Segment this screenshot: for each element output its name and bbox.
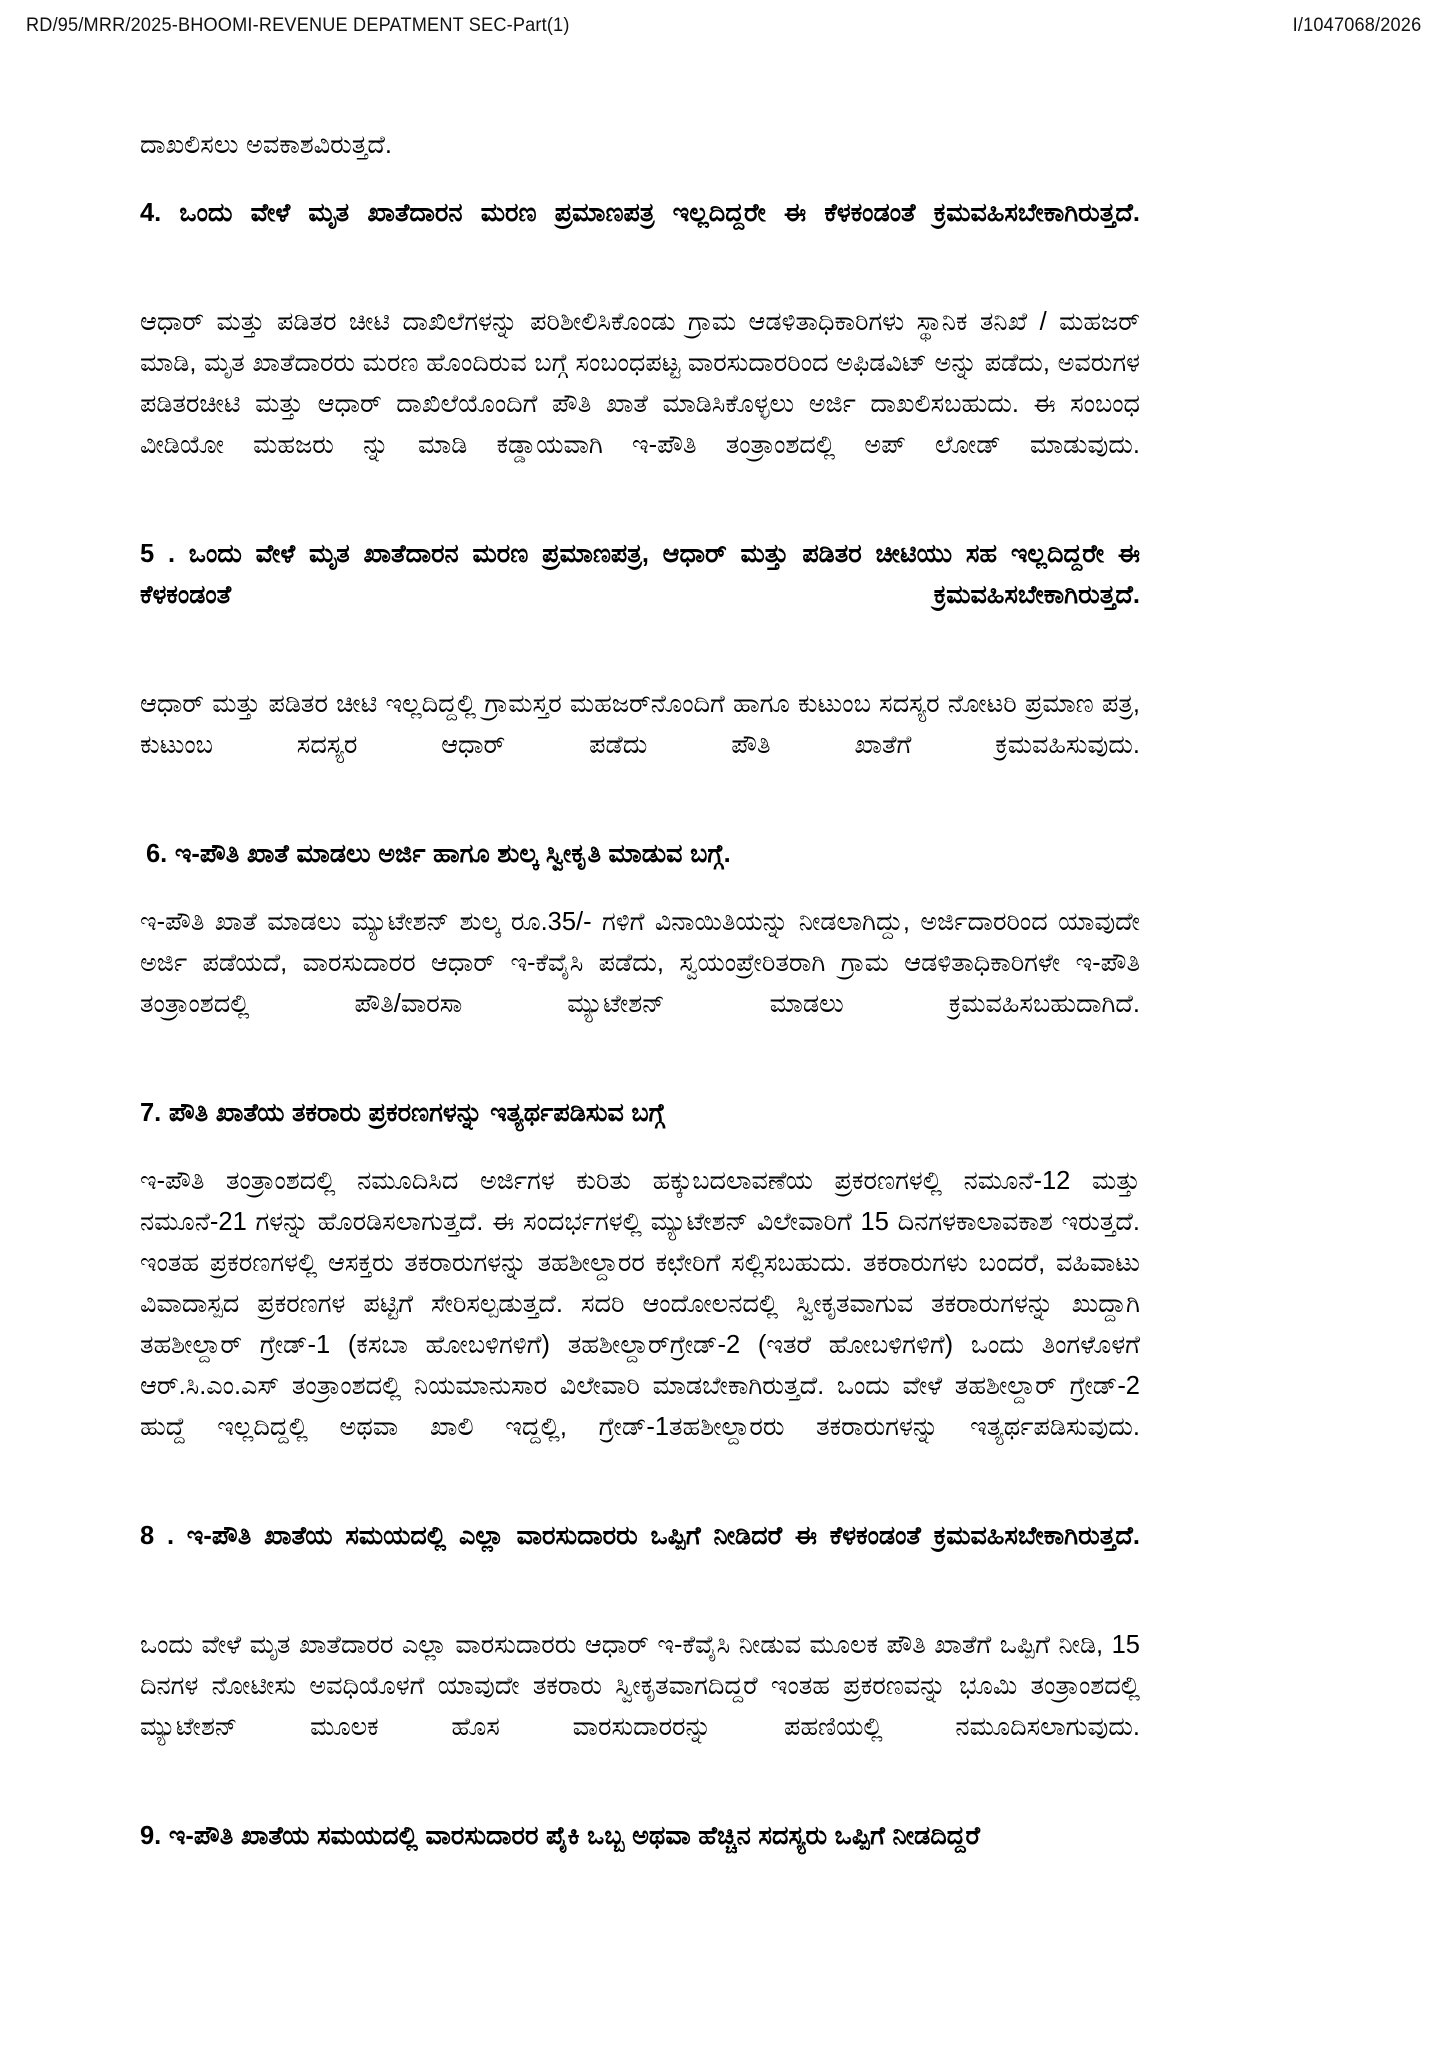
section-9-heading: 9. ಇ-ಪೌತಿ ಖಾತೆಯ ಸಮಯದಲ್ಲಿ ವಾರಸುದಾರರ ಪೈಕಿ ಒಬ್ಬ ಅಥವಾ ಹೆಚ್ಚಿನ ಸದಸ್ಯರು ಒಪ್ಪಿಗೆ ನೀಡದಿದ್ದರೆ: [140, 1822, 981, 1850]
section-6-body: ಇ-ಪೌತಿ ಖಾತೆ ಮಾಡಲು ಮ್ಯುಟೇಶನ್ ಶುಲ್ಕ ರೂ.35/- ಗಳಿಗೆ ವಿನಾಯಿತಿಯನ್ನು ನೀಡಲಾಗಿದ್ದು, ಅರ್ಜಿದಾರರಿಂದ ಯಾವುದೇ ಅರ್ಜಿ ಪಡೆಯದೆ, ವಾರಸುದಾರರ ಆಧಾರ್ ಇ-ಕೆವೈಸಿ ಪಡೆದು, ಸ್ವಯಂಪ್ರೇರಿತರಾಗಿ ಗ್ರಾಮ ಆಡಳಿತಾಧಿಕಾರಿಗಳೇ ಇ-ಪೌತಿ ತಂತ್ರಾಂಶದಲ್ಲಿ ಪೌತಿ/ವಾರಸಾ ಮ್ಯುಟೇಶನ್ ಮಾಡಲು ಕ್ರಮವಹಿಸಬಹುದಾಗಿದೆ.: [140, 908, 1140, 1018]
header-reference-right: I/1047068/2026: [1292, 14, 1421, 36]
header-reference-left: RD/95/MRR/2025-BHOOMI-REVENUE DEPATMENT SEC-Part(1): [26, 14, 570, 36]
section-4-heading: 4. ಒಂದು ವೇಳೆ ಮೃತ ಖಾತೆದಾರನ ಮರಣ ಪ್ರಮಾಣಪತ್ರ ಇಲ್ಲದಿದ್ದರೇ ಈ ಕೆಳಕಂಡಂತೆ ಕ್ರಮವಹಿಸಬೇಕಾಗಿರುತ್ತದೆ.: [140, 199, 1140, 227]
section-7-heading: 7. ಪೌತಿ ಖಾತೆಯ ತಕರಾರು ಪ್ರಕರಣಗಳನ್ನು ಇತ್ಯರ್ಥಪಡಿಸುವ ಬಗ್ಗೆ: [140, 1099, 665, 1127]
section-5-body: ಆಧಾರ್ ಮತ್ತು ಪಡಿತರ ಚೀಟಿ ಇಲ್ಲದಿದ್ದಲ್ಲಿ ಗ್ರಾಮಸ್ತರ ಮಹಜರ್‌ನೊಂದಿಗೆ ಹಾಗೂ ಕುಟುಂಬ ಸದಸ್ಯರ ನೋಟರಿ ಪ್ರಮಾಣ ಪತ್ರ, ಕುಟುಂಬ ಸದಸ್ಯರ ಆಧಾರ್ ಪಡೆದು ಪೌತಿ ಖಾತೆಗೆ ಕ್ರಮವಹಿಸುವುದು.: [140, 690, 1140, 759]
document-header: [26, 14, 1421, 48]
section-5-heading: 5 . ಒಂದು ವೇಳೆ ಮೃತ ಖಾತೆದಾರನ ಮರಣ ಪ್ರಮಾಣಪತ್ರ, ಆಧಾರ್ ಮತ್ತು ಪಡಿತರ ಚೀಟಿಯು ಸಹ ಇಲ್ಲದಿದ್ದರೇ ಈ ಕೆಳಕಂಡಂತೆ ಕ್ರಮವಹಿಸಬೇಕಾಗಿರುತ್ತದೆ.: [140, 540, 1140, 609]
section-6-heading: 6. ಇ-ಪೌತಿ ಖಾತೆ ಮಾಡಲು ಅರ್ಜಿ ಹಾಗೂ ಶುಲ್ಕ ಸ್ವೀಕೃತಿ ಮಾಡುವ ಬಗ್ಗೆ.: [146, 840, 731, 868]
paragraph-continued: ದಾಖಲಿಸಲು ಅವಕಾಶವಿರುತ್ತದೆ.: [140, 131, 392, 159]
section-8-heading: 8 . ಇ-ಪೌತಿ ಖಾತೆಯ ಸಮಯದಲ್ಲಿ ಎಲ್ಲಾ ವಾರಸುದಾರರು ಒಪ್ಪಿಗೆ ನೀಡಿದರೆ ಈ ಕೆಳಕಂಡಂತೆ ಕ್ರಮವಹಿಸಬೇಕಾಗಿರುತ್ತದೆ.: [140, 1522, 1140, 1550]
document-body: [140, 125, 1140, 1884]
section-4-body: ಆಧಾರ್ ಮತ್ತು ಪಡಿತರ ಚೀಟಿ ದಾಖಿಲೆಗಳನ್ನು ಪರಿಶೀಲಿಸಿಕೊಂಡು ಗ್ರಾಮ ಆಡಳಿತಾಧಿಕಾರಿಗಳು ಸ್ಥಾನಿಕ ತನಿಖೆ / ಮಹಜರ್ ಮಾಡಿ, ಮೃತ ಖಾತೆದಾರರು ಮರಣ ಹೊಂದಿರುವ ಬಗ್ಗೆ ಸಂಬಂಧಪಟ್ಟ ವಾರಸುದಾರರಿಂದ ಅಫಿಡವಿಟ್ ಅನ್ನು ಪಡೆದು, ಅವರುಗಳ ಪಡಿತರಚೀಟಿ ಮತ್ತು ಆಧಾರ್ ದಾಖಿಲೆಯೊಂದಿಗೆ ಪೌತಿ ಖಾತೆ ಮಾಡಿಸಿಕೊಳ್ಳಲು ಅರ್ಜಿ ದಾಖಲಿಸಬಹುದು. ಈ ಸಂಬಂಧ ವೀಡಿಯೋ ಮಹಜರು ನ್ನು ಮಾಡಿ ಕಡ್ಡಾಯವಾಗಿ ಇ-ಪೌತಿ ತಂತ್ರಾಂಶದಲ್ಲಿ ಅಪ್ ಲೋಡ್ ಮಾಡುವುದು.: [140, 308, 1140, 459]
section-7-body: ಇ-ಪೌತಿ ತಂತ್ರಾಂಶದಲ್ಲಿ ನಮೂದಿಸಿದ ಅರ್ಜಿಗಳ ಕುರಿತು ಹಕ್ಕುಬದಲಾವಣೆಯ ಪ್ರಕರಣಗಳಲ್ಲಿ ನಮೂನೆ-12 ಮತ್ತು ನಮೂನೆ-21 ಗಳನ್ನು ಹೊರಡಿಸಲಾಗುತ್ತದೆ. ಈ ಸಂದರ್ಭಗಳಲ್ಲಿ ಮ್ಯುಟೇಶನ್ ವಿಲೇವಾರಿಗೆ 15 ದಿನಗಳಕಾಲಾವಕಾಶ ಇರುತ್ತದೆ. ಇಂತಹ ಪ್ರಕರಣಗಳಲ್ಲಿ ಆಸಕ್ತರು ತಕರಾರುಗಳನ್ನು ತಹಶೀಲ್ದಾರರ ಕಛೇರಿಗೆ ಸಲ್ಲಿಸಬಹುದು. ತಕರಾರುಗಳು ಬಂದರೆ, ವಹಿವಾಟು ವಿವಾದಾಸ್ಪದ ಪ್ರಕರಣಗಳ ಪಟ್ಟಿಗೆ ಸೇರಿಸಲ್ಪಡುತ್ತದೆ. ಸದರಿ ಆಂದೋಲನದಲ್ಲಿ ಸ್ವೀಕೃತವಾಗುವ ತಕರಾರುಗಳನ್ನು ಖುದ್ದಾಗಿ ತಹಶೀಲ್ದಾರ್ ಗ್ರೇಡ್-1 (ಕಸಬಾ ಹೋಬಳಿಗಳಿಗೆ) ತಹಶೀಲ್ದಾರ್‌ಗ್ರೇಡ್-2 (ಇತರೆ ಹೋಬಳಿಗಳಿಗೆ) ಒಂದು ತಿಂಗಳೊಳಗೆ ಆರ್.ಸಿ.ಎಂ.ಎಸ್ ತಂತ್ರಾಂಶದಲ್ಲಿ ನಿಯಮಾನುಸಾರ ವಿಲೇವಾರಿ ಮಾಡಬೇಕಾಗಿರುತ್ತದೆ. ಒಂದು ವೇಳೆ ತಹಶೀಲ್ದಾರ್ ಗ್ರೇಡ್-2 ಹುದ್ದೆ ಇಲ್ಲದಿದ್ದಲ್ಲಿ ಅಥವಾ ಖಾಲಿ ಇದ್ದಲ್ಲಿ, ಗ್ರೇಡ್-1ತಹಶೀಲ್ದಾರರು ತಕರಾರುಗಳನ್ನು ಇತ್ಯರ್ಥಪಡಿಸುವುದು.: [140, 1167, 1140, 1441]
section-8-body: ಒಂದು ವೇಳೆ ಮೃತ ಖಾತೆದಾರರ ಎಲ್ಲಾ ವಾರಸುದಾರರು ಆಧಾರ್ ಇ-ಕೆವೈಸಿ ನೀಡುವ ಮೂಲಕ ಪೌತಿ ಖಾತೆಗೆ ಒಪ್ಪಿಗೆ ನೀಡಿ, 15 ದಿನಗಳ ನೋಟೀಸು ಅವಧಿಯೊಳಗೆ ಯಾವುದೇ ತಕರಾರು ಸ್ವೀಕೃತವಾಗದಿದ್ದರೆ ಇಂತಹ ಪ್ರಕರಣವನ್ನು ಭೂಮಿ ತಂತ್ರಾಂಶದಲ್ಲಿ ಮ್ಯುಟೇಶನ್ ಮೂಲಕ ಹೊಸ ವಾರಸುದಾರರನ್ನು ಪಹಣಿಯಲ್ಲಿ ನಮೂದಿಸಲಾಗುವುದು.: [140, 1631, 1140, 1741]
